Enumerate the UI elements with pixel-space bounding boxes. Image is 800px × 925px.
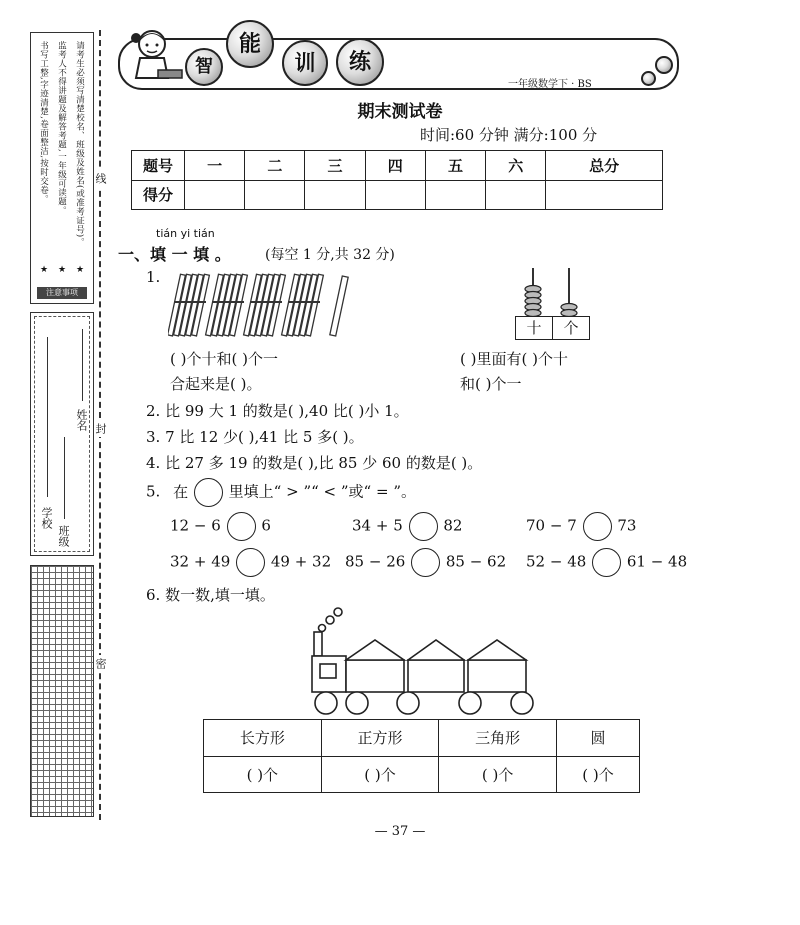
deco-bubble (641, 71, 656, 86)
compare-circle[interactable] (583, 512, 612, 541)
q1-right-line-1[interactable]: ( )里面有( )个十 (460, 350, 568, 368)
abacus-ones-label: 个 (552, 316, 590, 340)
cut-label-line: 线 (92, 170, 108, 187)
cut-label-seal: 封 (92, 420, 108, 437)
score-cell[interactable] (185, 180, 245, 210)
compare-item (170, 548, 331, 577)
compare-item (170, 512, 271, 541)
score-cell[interactable] (365, 180, 425, 210)
score-table (131, 150, 663, 210)
notice-line-3: 书写工整,字迹清楚,卷面整洁,按时交卷。 (38, 41, 49, 204)
notice-line-2: 监考人不得讲题及解答考题,一年级可读题。 (56, 41, 67, 216)
compare-left: 32 + 49 (170, 552, 231, 571)
bubble-xun: 训 (282, 40, 328, 86)
compare-right: 82 (443, 516, 463, 535)
stick-bundles-image (168, 268, 360, 340)
bubble-zhi: 智 (185, 48, 223, 86)
time-info: 时间:60 分钟 满分:100 分 (420, 126, 598, 144)
q5-post: 里填上“ > ”“ < ”或“ = ”。 (228, 482, 416, 501)
compare-right: 49 + 32 (270, 552, 332, 571)
compare-item (526, 548, 687, 577)
deco-bubble (655, 56, 673, 74)
score-row-label: 得分 (132, 180, 185, 210)
compare-circle[interactable] (236, 548, 265, 577)
school-field[interactable] (47, 337, 48, 497)
compare-item (526, 512, 636, 541)
score-cell[interactable] (245, 180, 305, 210)
score-row (132, 180, 663, 210)
compare-circle[interactable] (411, 548, 440, 577)
abacus-tens-label: 十 (515, 316, 553, 340)
score-header-row (132, 151, 663, 181)
score-header-cell: 三 (305, 151, 365, 181)
shape-header-triangle: 三角形 (439, 720, 557, 757)
compare-right: 61 − 48 (626, 552, 688, 571)
cut-label-dense: 密 (92, 655, 108, 672)
shape-header-square: 正方形 (321, 720, 439, 757)
shape-header-rectangle: 长方形 (204, 720, 322, 757)
q2[interactable]: 2. 比 99 大 1 的数是( ),40 比( )小 1。 (146, 402, 409, 420)
compare-circle[interactable] (227, 512, 256, 541)
student-info-box (30, 312, 94, 556)
circle-icon (194, 478, 223, 507)
star-icon: ★ (40, 265, 49, 275)
abacus-rods (505, 268, 630, 316)
notice-line-1: 请考生必须写清楚校名、班级及姓名(或准考证号)。 (74, 41, 85, 247)
q6: 6. 数一数,填一填。 (146, 586, 275, 604)
shape-answer-rectangle[interactable]: ( )个 (204, 756, 322, 793)
page-title: 期末测试卷 (357, 102, 443, 122)
q5-instruction (146, 478, 416, 507)
shape-count-table (203, 719, 640, 793)
student-info-inner (34, 316, 90, 552)
score-header-cell: 总分 (546, 151, 663, 181)
notice-badge: 注意事项 (37, 287, 87, 299)
q1-left-line-2[interactable]: 合起来是( )。 (170, 375, 262, 393)
q4[interactable]: 4. 比 27 多 19 的数是( ),比 85 少 60 的数是( )。 (146, 454, 483, 472)
school-label: 学校 (40, 507, 53, 529)
compare-circle[interactable] (592, 548, 621, 577)
compare-right: 6 (261, 516, 271, 535)
compare-item (352, 512, 462, 541)
score-header-cell: 二 (245, 151, 305, 181)
name-label: 姓名 (75, 409, 88, 431)
q5-pre: 在 (173, 482, 189, 501)
q1-number: 1. (146, 268, 161, 286)
star-icon: ★ (76, 265, 85, 275)
score-header-cell: 五 (425, 151, 485, 181)
compare-circle[interactable] (409, 512, 438, 541)
q3[interactable]: 3. 7 比 12 少( ),41 比 5 多( )。 (146, 428, 364, 446)
shape-answer-triangle[interactable]: ( )个 (439, 756, 557, 793)
section-pinyin: tián yi tián (156, 227, 215, 240)
score-header-cell: 题号 (132, 151, 185, 181)
score-header-cell: 六 (486, 151, 546, 181)
scratch-grid (30, 565, 94, 817)
compare-right: 85 − 62 (445, 552, 507, 571)
compare-left: 34 + 5 (352, 516, 403, 535)
score-header-cell: 一 (185, 151, 245, 181)
shape-answer-circle[interactable]: ( )个 (556, 756, 639, 793)
page-number: — 37 — (374, 824, 426, 839)
shape-header-row (204, 720, 640, 757)
shape-header-circle: 圆 (556, 720, 639, 757)
score-cell[interactable] (425, 180, 485, 210)
star-icon: ★ (58, 265, 67, 275)
compare-right: 73 (617, 516, 637, 535)
q1-right-line-2[interactable]: 和( )个一 (460, 375, 522, 393)
girl-reading-icon (118, 22, 188, 92)
q1-left-line-1[interactable]: ( )个十和( )个一 (170, 350, 278, 368)
class-label: 班级 (57, 525, 70, 547)
shape-answer-square[interactable]: ( )个 (321, 756, 439, 793)
bubble-neng: 能 (226, 20, 274, 68)
notice-box (30, 32, 94, 304)
score-cell[interactable] (305, 180, 365, 210)
abacus-image (505, 268, 630, 340)
score-cell[interactable] (546, 180, 663, 210)
compare-left: 12 − 6 (170, 516, 221, 535)
compare-left: 70 − 7 (526, 516, 577, 535)
class-field[interactable] (64, 437, 65, 519)
compare-left: 85 − 26 (345, 552, 406, 571)
train-shapes-image (300, 604, 540, 716)
compare-item (345, 548, 506, 577)
shape-answer-row (204, 756, 640, 793)
score-header-cell: 四 (365, 151, 425, 181)
score-cell[interactable] (486, 180, 546, 210)
section-heading: 一、填 一 填 。 (118, 245, 231, 264)
q5-number: 5. (146, 482, 161, 501)
subject-label: 一年级数学下 · BS (508, 79, 592, 90)
name-field[interactable] (82, 329, 83, 401)
compare-left: 52 − 48 (526, 552, 587, 571)
section-note: (每空 1 分,共 32 分) (265, 247, 395, 263)
bubble-lian: 练 (336, 38, 384, 86)
